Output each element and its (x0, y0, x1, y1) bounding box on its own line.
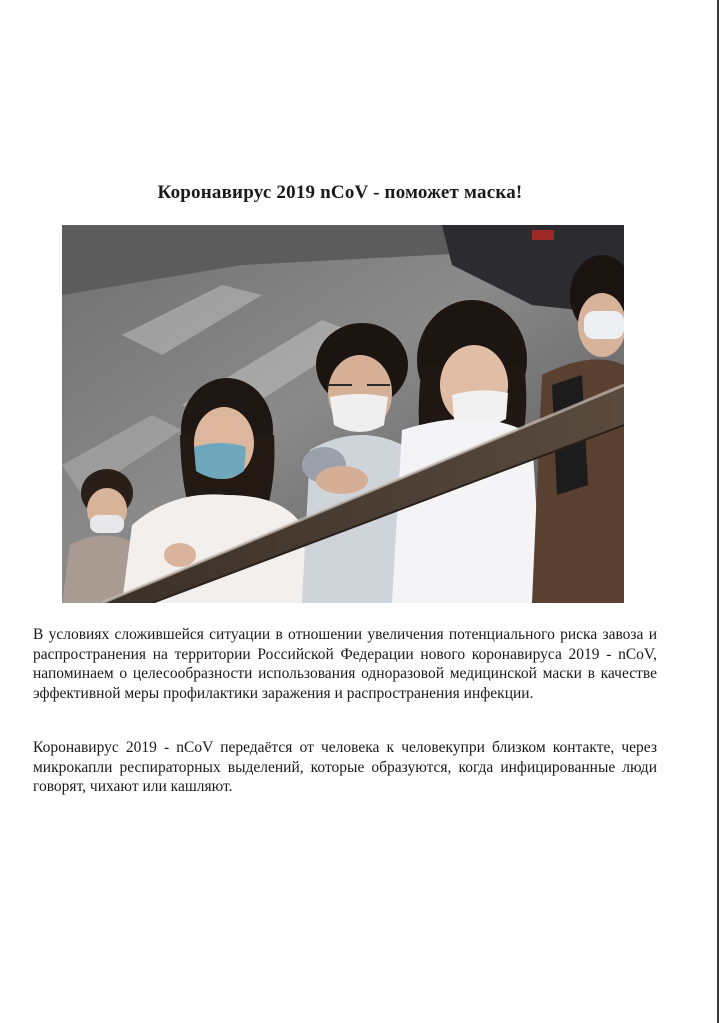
people-in-masks-photo (62, 225, 624, 603)
document-title: Коронавирус 2019 nCoV - поможет маска! (157, 182, 523, 203)
scan-edge-line (717, 0, 719, 1023)
paragraph-mask-recommendation: В условиях сложившейся ситуации в отношении увеличения потенциального риска завоза и распространения на территории Российской Федерации нового коронавируса 2019 - nCoV, напоминаем о целесообразности использования одноразовой медицинской маски в качестве эффективной меры профилактики заражения и распространения инфекции. (33, 626, 657, 702)
paragraph-transmission-info: Коронавирус 2019 - nCoV передаётся от человека к человекупри близком контакте, через микрокапли респираторных выделений, которые образуются, когда инфицированные люди говорят, чихают или кашляют. (33, 739, 657, 795)
